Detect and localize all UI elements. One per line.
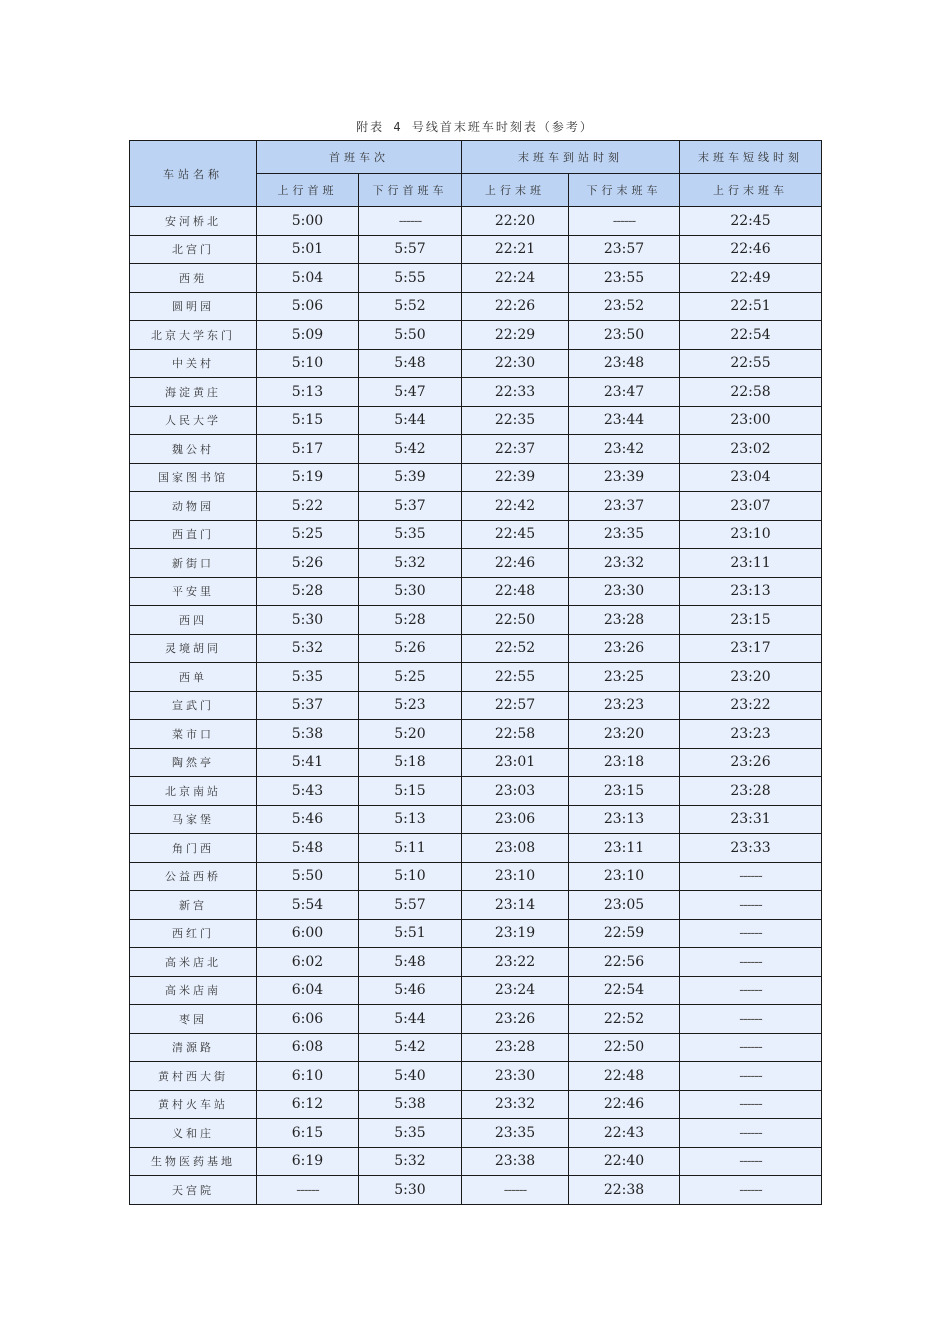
cell-up-last: 22:46 xyxy=(462,549,569,578)
cell-down-last: 22:48 xyxy=(569,1062,680,1091)
cell-down-last: 23:50 xyxy=(569,321,680,350)
station-name: 灵境胡同 xyxy=(130,634,257,663)
cell-down-first: 5:47 xyxy=(359,378,462,407)
table-row xyxy=(130,207,822,236)
cell-down-first: 5:10 xyxy=(359,862,462,891)
cell-short: 22:46 xyxy=(680,235,822,264)
station-name: 中关村 xyxy=(130,349,257,378)
header-up-first: 上行首班 xyxy=(257,174,359,207)
cell-down-first: 5:38 xyxy=(359,1090,462,1119)
cell-down-last: 23:15 xyxy=(569,777,680,806)
cell-up-first: 5:01 xyxy=(257,235,359,264)
cell-up-last: 23:22 xyxy=(462,948,569,977)
cell-up-first: 6:19 xyxy=(257,1147,359,1176)
cell-up-last: 23:03 xyxy=(462,777,569,806)
table-row xyxy=(130,777,822,806)
station-name: 国家图书馆 xyxy=(130,463,257,492)
cell-up-first: 6:12 xyxy=(257,1090,359,1119)
station-name: 西直门 xyxy=(130,520,257,549)
cell-short: 23:28 xyxy=(680,777,822,806)
cell-down-last: 23:32 xyxy=(569,549,680,578)
cell-down-first: ------ xyxy=(359,207,462,236)
cell-short: ------ xyxy=(680,862,822,891)
cell-short: 23:15 xyxy=(680,606,822,635)
table-row xyxy=(130,891,822,920)
cell-down-last: 22:59 xyxy=(569,919,680,948)
cell-down-last: 23:28 xyxy=(569,606,680,635)
cell-short: 22:45 xyxy=(680,207,822,236)
cell-short: 23:20 xyxy=(680,663,822,692)
table-row xyxy=(130,321,822,350)
cell-up-first: 5:22 xyxy=(257,492,359,521)
cell-up-first: 6:00 xyxy=(257,919,359,948)
table-row xyxy=(130,1176,822,1205)
cell-up-first: 5:32 xyxy=(257,634,359,663)
table-row xyxy=(130,919,822,948)
cell-down-last: 23:48 xyxy=(569,349,680,378)
station-name: 西单 xyxy=(130,663,257,692)
cell-down-last: 23:37 xyxy=(569,492,680,521)
station-name: 枣园 xyxy=(130,1005,257,1034)
table-row xyxy=(130,349,822,378)
cell-short: ------ xyxy=(680,1090,822,1119)
cell-down-last: 22:54 xyxy=(569,976,680,1005)
cell-down-last: 23:20 xyxy=(569,720,680,749)
cell-down-first: 5:28 xyxy=(359,606,462,635)
station-name: 西四 xyxy=(130,606,257,635)
cell-up-last: 22:52 xyxy=(462,634,569,663)
station-name: 新宫 xyxy=(130,891,257,920)
cell-short: ------ xyxy=(680,1033,822,1062)
cell-up-last: 23:26 xyxy=(462,1005,569,1034)
table-row xyxy=(130,976,822,1005)
table-row xyxy=(130,549,822,578)
station-name: 平安里 xyxy=(130,577,257,606)
cell-down-last: 23:42 xyxy=(569,435,680,464)
station-name: 角门西 xyxy=(130,834,257,863)
station-name: 圆明园 xyxy=(130,292,257,321)
table-row xyxy=(130,378,822,407)
table-row xyxy=(130,492,822,521)
cell-down-first: 5:26 xyxy=(359,634,462,663)
cell-down-first: 5:35 xyxy=(359,1119,462,1148)
cell-down-last: 23:05 xyxy=(569,891,680,920)
cell-short: 23:26 xyxy=(680,748,822,777)
cell-down-last: 23:25 xyxy=(569,663,680,692)
station-name: 宣武门 xyxy=(130,691,257,720)
cell-up-last: 23:24 xyxy=(462,976,569,1005)
cell-up-last: 23:35 xyxy=(462,1119,569,1148)
cell-up-first: 5:41 xyxy=(257,748,359,777)
station-name: 天宫院 xyxy=(130,1176,257,1205)
cell-up-first: 5:30 xyxy=(257,606,359,635)
cell-up-last: 22:42 xyxy=(462,492,569,521)
cell-up-last: 23:01 xyxy=(462,748,569,777)
station-name: 清源路 xyxy=(130,1033,257,1062)
cell-short: ------ xyxy=(680,1005,822,1034)
station-name: 海淀黄庄 xyxy=(130,378,257,407)
cell-down-last: 23:11 xyxy=(569,834,680,863)
cell-down-first: 5:18 xyxy=(359,748,462,777)
cell-down-last: 23:26 xyxy=(569,634,680,663)
cell-up-first: 5:00 xyxy=(257,207,359,236)
cell-down-last: 22:43 xyxy=(569,1119,680,1148)
header-down-first: 下行首班车 xyxy=(359,174,462,207)
cell-up-first: 5:48 xyxy=(257,834,359,863)
header-station: 车站名称 xyxy=(130,141,257,207)
cell-short: 23:13 xyxy=(680,577,822,606)
cell-up-first: 5:19 xyxy=(257,463,359,492)
table-row xyxy=(130,577,822,606)
cell-up-last: 22:26 xyxy=(462,292,569,321)
table-row xyxy=(130,606,822,635)
table-row xyxy=(130,1062,822,1091)
cell-down-last: 23:23 xyxy=(569,691,680,720)
station-name: 菜市口 xyxy=(130,720,257,749)
cell-down-first: 5:50 xyxy=(359,321,462,350)
table-row xyxy=(130,264,822,293)
cell-short: ------ xyxy=(680,1147,822,1176)
cell-up-first: 6:02 xyxy=(257,948,359,977)
cell-up-first: 5:09 xyxy=(257,321,359,350)
cell-down-first: 5:57 xyxy=(359,235,462,264)
cell-short: 23:17 xyxy=(680,634,822,663)
cell-down-first: 5:11 xyxy=(359,834,462,863)
cell-down-last: 22:50 xyxy=(569,1033,680,1062)
cell-down-last: 23:18 xyxy=(569,748,680,777)
station-name: 黄村火车站 xyxy=(130,1090,257,1119)
cell-up-last: 23:30 xyxy=(462,1062,569,1091)
cell-up-last: 22:30 xyxy=(462,349,569,378)
cell-down-first: 5:40 xyxy=(359,1062,462,1091)
page-title: 附表 4 号线首末班车时刻表（参考） xyxy=(356,120,594,134)
table-row xyxy=(130,691,822,720)
station-name: 西苑 xyxy=(130,264,257,293)
table-row xyxy=(130,1033,822,1062)
cell-up-first: 5:37 xyxy=(257,691,359,720)
header-short: 上行末班车 xyxy=(680,174,822,207)
cell-up-last: 22:33 xyxy=(462,378,569,407)
cell-up-last: ------ xyxy=(462,1176,569,1205)
station-name: 义和庄 xyxy=(130,1119,257,1148)
station-name: 马家堡 xyxy=(130,805,257,834)
cell-up-first: 5:15 xyxy=(257,406,359,435)
cell-down-last: 23:30 xyxy=(569,577,680,606)
cell-up-last: 22:20 xyxy=(462,207,569,236)
table-row xyxy=(130,720,822,749)
cell-down-last: 22:56 xyxy=(569,948,680,977)
cell-short: 22:58 xyxy=(680,378,822,407)
cell-short: 23:10 xyxy=(680,520,822,549)
cell-up-last: 23:08 xyxy=(462,834,569,863)
cell-down-last: 22:52 xyxy=(569,1005,680,1034)
cell-short: 22:49 xyxy=(680,264,822,293)
cell-up-last: 22:29 xyxy=(462,321,569,350)
cell-up-first: 5:06 xyxy=(257,292,359,321)
cell-up-last: 22:24 xyxy=(462,264,569,293)
station-name: 动物园 xyxy=(130,492,257,521)
cell-short: 23:22 xyxy=(680,691,822,720)
cell-up-first: 5:28 xyxy=(257,577,359,606)
cell-down-last: 22:46 xyxy=(569,1090,680,1119)
table-row xyxy=(130,1147,822,1176)
cell-short: 23:11 xyxy=(680,549,822,578)
cell-up-first: 5:35 xyxy=(257,663,359,692)
table-row xyxy=(130,235,822,264)
table-row xyxy=(130,435,822,464)
header-group-last: 末班车到站时刻 xyxy=(462,141,680,174)
header-group-short: 末班车短线时刻 xyxy=(680,141,822,174)
cell-down-last: 23:52 xyxy=(569,292,680,321)
cell-down-last: 23:13 xyxy=(569,805,680,834)
cell-down-first: 5:51 xyxy=(359,919,462,948)
cell-up-last: 22:57 xyxy=(462,691,569,720)
cell-short: ------ xyxy=(680,976,822,1005)
cell-down-first: 5:46 xyxy=(359,976,462,1005)
cell-up-last: 23:19 xyxy=(462,919,569,948)
cell-down-last: 23:44 xyxy=(569,406,680,435)
cell-up-first: 6:04 xyxy=(257,976,359,1005)
cell-up-first: 5:50 xyxy=(257,862,359,891)
station-name: 陶然亭 xyxy=(130,748,257,777)
header-down-last: 下行末班车 xyxy=(569,174,680,207)
cell-up-first: 5:26 xyxy=(257,549,359,578)
cell-down-first: 5:52 xyxy=(359,292,462,321)
station-name: 安河桥北 xyxy=(130,207,257,236)
cell-up-first: 6:06 xyxy=(257,1005,359,1034)
cell-up-first: 6:15 xyxy=(257,1119,359,1148)
table-row xyxy=(130,663,822,692)
cell-up-last: 22:21 xyxy=(462,235,569,264)
cell-up-first: 5:54 xyxy=(257,891,359,920)
timetable-body xyxy=(130,207,822,1205)
header-up-last: 上行末班 xyxy=(462,174,569,207)
cell-down-first: 5:37 xyxy=(359,492,462,521)
cell-short: ------ xyxy=(680,1176,822,1205)
station-name: 北京大学东门 xyxy=(130,321,257,350)
table-row xyxy=(130,520,822,549)
table-row xyxy=(130,406,822,435)
cell-down-first: 5:42 xyxy=(359,1033,462,1062)
table-row xyxy=(130,948,822,977)
cell-down-first: 5:32 xyxy=(359,1147,462,1176)
station-name: 公益西桥 xyxy=(130,862,257,891)
cell-short: ------ xyxy=(680,1062,822,1091)
station-name: 人民大学 xyxy=(130,406,257,435)
cell-down-last: 23:57 xyxy=(569,235,680,264)
table-row xyxy=(130,634,822,663)
cell-down-first: 5:20 xyxy=(359,720,462,749)
cell-up-first: 5:04 xyxy=(257,264,359,293)
table-row xyxy=(130,463,822,492)
cell-short: 23:07 xyxy=(680,492,822,521)
table-row xyxy=(130,1119,822,1148)
station-name: 西红门 xyxy=(130,919,257,948)
cell-up-first: 5:43 xyxy=(257,777,359,806)
cell-up-first: 5:17 xyxy=(257,435,359,464)
cell-up-last: 23:32 xyxy=(462,1090,569,1119)
cell-down-first: 5:32 xyxy=(359,549,462,578)
cell-up-last: 22:50 xyxy=(462,606,569,635)
cell-down-first: 5:55 xyxy=(359,264,462,293)
cell-up-last: 23:06 xyxy=(462,805,569,834)
station-name: 生物医药基地 xyxy=(130,1147,257,1176)
station-name: 黄村西大街 xyxy=(130,1062,257,1091)
cell-down-last: 23:47 xyxy=(569,378,680,407)
station-name: 魏公村 xyxy=(130,435,257,464)
timetable xyxy=(129,140,822,1205)
cell-down-first: 5:35 xyxy=(359,520,462,549)
cell-short: ------ xyxy=(680,1119,822,1148)
header-group-first: 首班车次 xyxy=(257,141,462,174)
cell-down-first: 5:44 xyxy=(359,406,462,435)
cell-short: 23:04 xyxy=(680,463,822,492)
cell-short: 22:55 xyxy=(680,349,822,378)
cell-up-last: 22:39 xyxy=(462,463,569,492)
station-name: 北京南站 xyxy=(130,777,257,806)
cell-short: 23:02 xyxy=(680,435,822,464)
cell-up-last: 22:37 xyxy=(462,435,569,464)
cell-up-last: 23:14 xyxy=(462,891,569,920)
cell-up-first: 5:38 xyxy=(257,720,359,749)
cell-up-last: 22:48 xyxy=(462,577,569,606)
table-row xyxy=(130,805,822,834)
cell-down-first: 5:44 xyxy=(359,1005,462,1034)
station-name: 新街口 xyxy=(130,549,257,578)
cell-short: 23:00 xyxy=(680,406,822,435)
cell-short: ------ xyxy=(680,948,822,977)
cell-down-first: 5:30 xyxy=(359,577,462,606)
cell-down-first: 5:30 xyxy=(359,1176,462,1205)
cell-down-first: 5:48 xyxy=(359,948,462,977)
cell-up-last: 22:55 xyxy=(462,663,569,692)
station-name: 北宫门 xyxy=(130,235,257,264)
cell-down-last: 23:35 xyxy=(569,520,680,549)
cell-up-last: 22:35 xyxy=(462,406,569,435)
cell-down-first: 5:42 xyxy=(359,435,462,464)
table-row xyxy=(130,292,822,321)
cell-up-first: 5:25 xyxy=(257,520,359,549)
cell-up-first: 5:10 xyxy=(257,349,359,378)
cell-short: 22:51 xyxy=(680,292,822,321)
cell-up-last: 23:28 xyxy=(462,1033,569,1062)
cell-down-last: 22:40 xyxy=(569,1147,680,1176)
cell-short: ------ xyxy=(680,919,822,948)
cell-down-last: 23:10 xyxy=(569,862,680,891)
cell-down-first: 5:48 xyxy=(359,349,462,378)
cell-up-last: 22:45 xyxy=(462,520,569,549)
cell-down-first: 5:57 xyxy=(359,891,462,920)
cell-down-first: 5:23 xyxy=(359,691,462,720)
table-row xyxy=(130,862,822,891)
cell-up-first: 5:46 xyxy=(257,805,359,834)
cell-short: 22:54 xyxy=(680,321,822,350)
cell-up-first: 5:13 xyxy=(257,378,359,407)
cell-down-first: 5:15 xyxy=(359,777,462,806)
cell-short: ------ xyxy=(680,891,822,920)
cell-down-last: ------ xyxy=(569,207,680,236)
table-row xyxy=(130,1090,822,1119)
station-name: 高米店北 xyxy=(130,948,257,977)
cell-up-first: 6:08 xyxy=(257,1033,359,1062)
cell-short: 23:23 xyxy=(680,720,822,749)
cell-short: 23:31 xyxy=(680,805,822,834)
table-row xyxy=(130,834,822,863)
cell-short: 23:33 xyxy=(680,834,822,863)
cell-down-last: 22:38 xyxy=(569,1176,680,1205)
table-row xyxy=(130,748,822,777)
table-row xyxy=(130,1005,822,1034)
cell-up-last: 23:10 xyxy=(462,862,569,891)
station-name: 高米店南 xyxy=(130,976,257,1005)
cell-down-last: 23:39 xyxy=(569,463,680,492)
cell-up-first: ------ xyxy=(257,1176,359,1205)
cell-down-first: 5:25 xyxy=(359,663,462,692)
cell-up-last: 22:58 xyxy=(462,720,569,749)
cell-down-first: 5:39 xyxy=(359,463,462,492)
cell-up-first: 6:10 xyxy=(257,1062,359,1091)
cell-up-last: 23:38 xyxy=(462,1147,569,1176)
cell-down-last: 23:55 xyxy=(569,264,680,293)
cell-down-first: 5:13 xyxy=(359,805,462,834)
